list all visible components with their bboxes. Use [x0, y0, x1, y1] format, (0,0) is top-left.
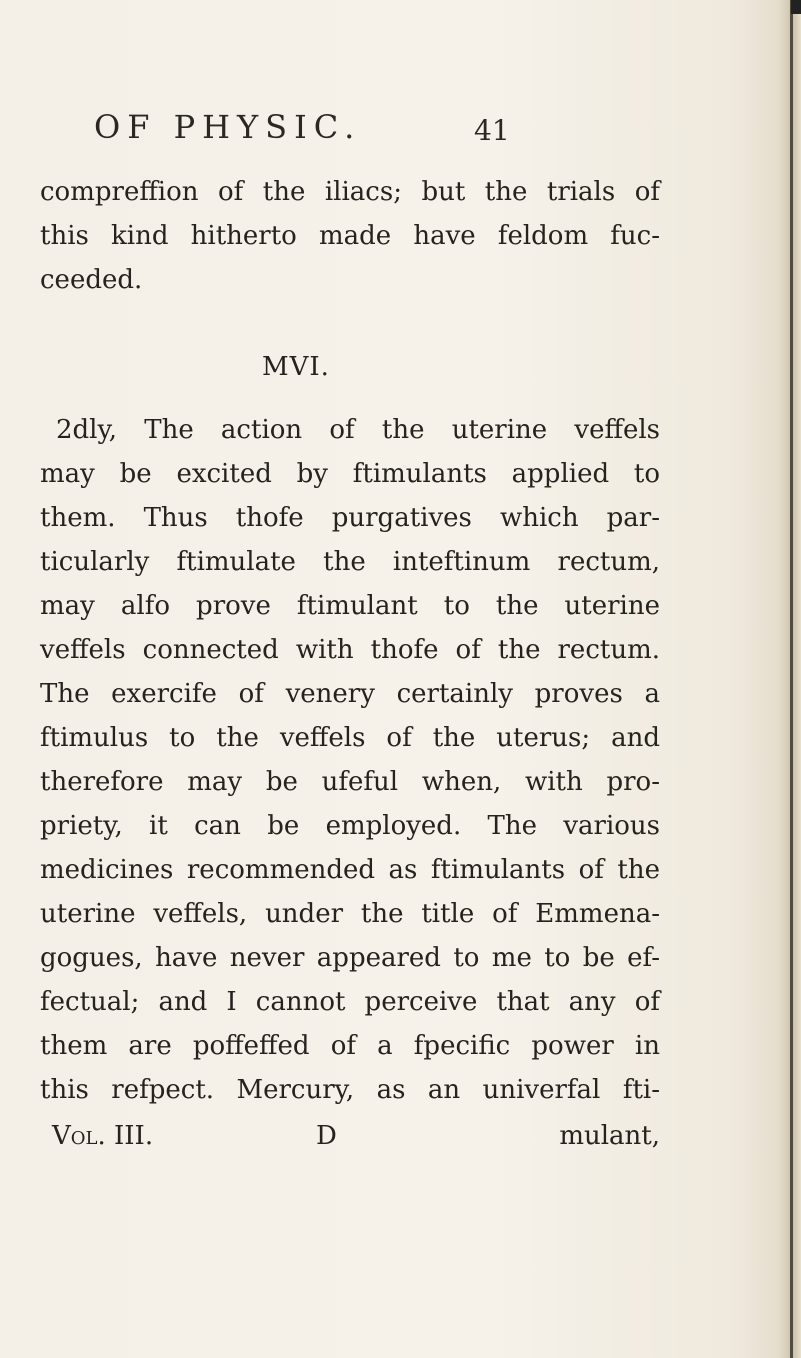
signature-mark: D [316, 1121, 337, 1151]
text-line: priety, it can be employed. The various [40, 811, 660, 841]
text-line: veffels connected with thofe of the rectum. [40, 635, 660, 665]
paragraph-1 [40, 170, 660, 302]
text-line: them. Thus thofe purgatives which par- [40, 503, 660, 533]
text-line: therefore may be ufeful when, with pro- [40, 767, 660, 797]
text-line: may be excited by ftimulants applied to [40, 459, 660, 489]
page-number: 41 [474, 114, 510, 147]
text-line: ticularly ftimulate the inteftinum rectum, [40, 547, 660, 577]
text-line: them are poffeffed of a fpecific power in [40, 1031, 660, 1061]
text-line: medicines recommended as ftimulants of the [40, 855, 660, 885]
text-line: uterine veffels, under the title of Emmena- [40, 899, 660, 929]
corner-mark [791, 0, 801, 14]
catchword: mulant, [559, 1121, 660, 1151]
text-line: The exercife of venery certainly proves a [40, 679, 660, 709]
text-line: gogues, have never appeared to me to be ef- [40, 943, 660, 973]
text-line: compreffion of the iliacs; but the trials of [40, 177, 660, 207]
binding-shadow [790, 0, 793, 1358]
text-line: ftimulus to the veffels of the uterus; and [40, 723, 660, 753]
text-line: fectual; and I cannot perceive that any of [40, 987, 660, 1017]
text-line: may alfo prove ftimulant to the uterine [40, 591, 660, 621]
text-line: ceeded. [40, 265, 143, 295]
text-line: 2dly, The action of the uterine veffels [56, 415, 660, 445]
section-title: MVI. [262, 352, 330, 382]
running-head: OF PHYSIC. [94, 108, 362, 146]
text-line: this kind hitherto made have feldom fuc- [40, 221, 660, 251]
volume-label: Vol. III. [52, 1121, 154, 1151]
paragraph-2 [40, 408, 660, 1112]
text-line: this refpect. Mercury, as an univerfal fti- [40, 1075, 660, 1105]
